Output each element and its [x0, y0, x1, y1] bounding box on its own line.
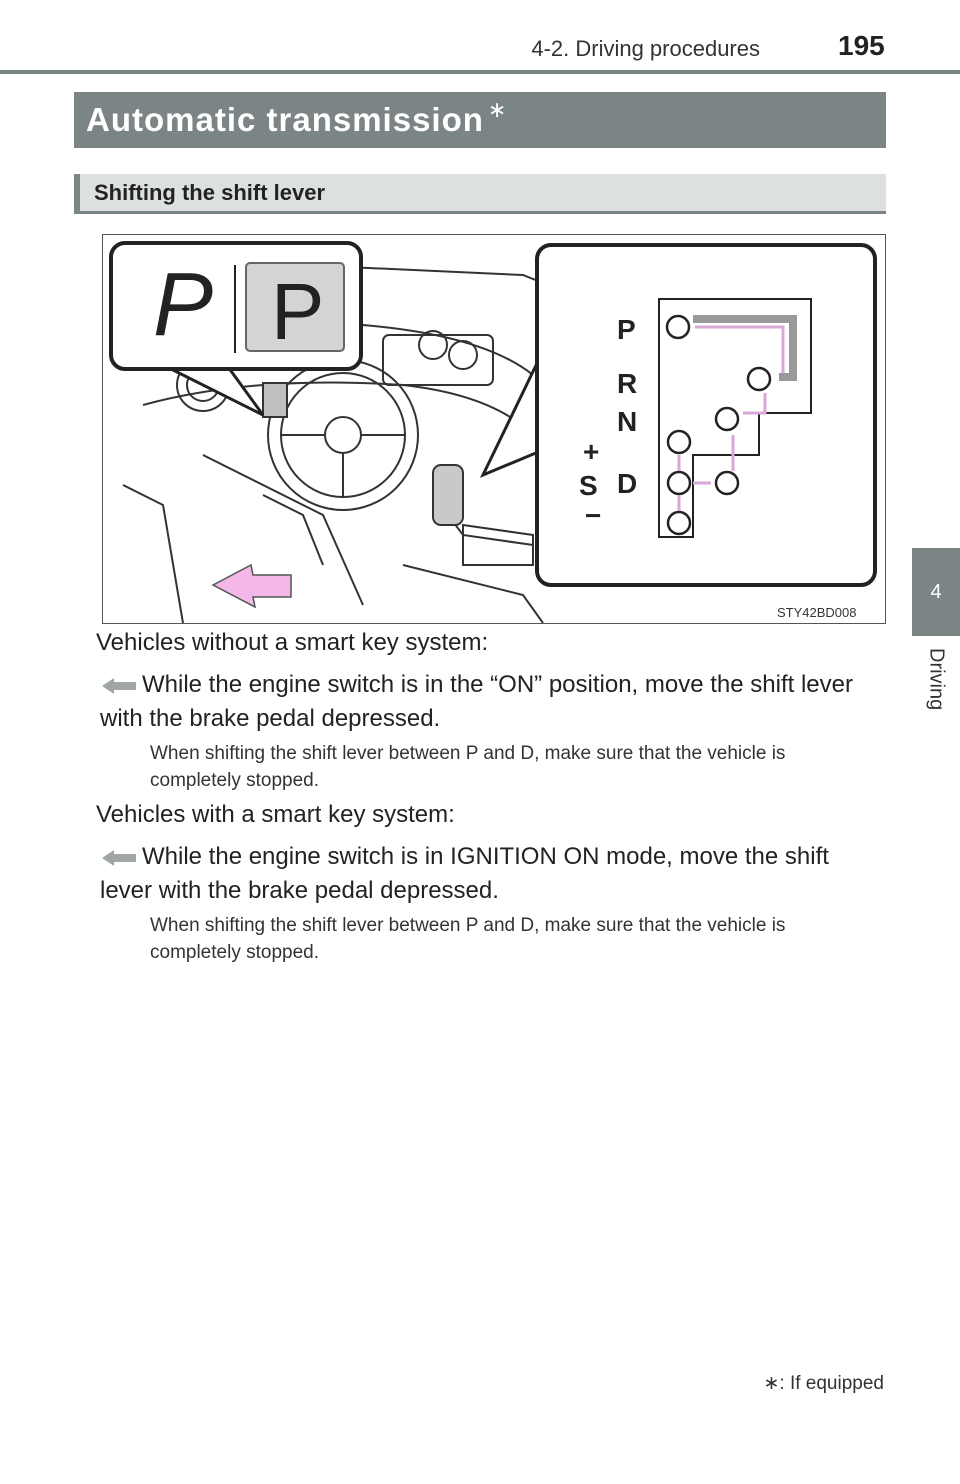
- subheading: Shifting the shift lever: [74, 174, 886, 214]
- step-2-text: While the engine switch is in IGNITION ON mode, move the shift lever with the brake pedal depressed.: [100, 843, 829, 904]
- page-title: [74, 92, 886, 148]
- note-2: When shifting the shift lever between P and D, make sure that the vehicle is completely stopped.: [150, 915, 786, 963]
- figure-code: STY42BD008: [777, 605, 857, 620]
- section-heading-2: Vehicles with a smart key system:: [96, 801, 455, 828]
- segment-p-indicator: P: [153, 255, 214, 355]
- lit-p-indicator: P: [271, 267, 325, 356]
- illustration-svg: [103, 235, 885, 623]
- gate-label-d: D: [617, 468, 638, 499]
- footnote-text: : If equipped: [779, 1373, 884, 1394]
- chapter-tab[interactable]: [912, 548, 960, 636]
- step-1-text: While the engine switch is in the “ON” position, move the shift lever with the brake pedal depressed.: [100, 671, 853, 732]
- title-text: Automatic transmission: [86, 101, 484, 138]
- section-heading-1: Vehicles without a smart key system:: [96, 629, 489, 656]
- equipped-marker: ∗: [487, 97, 508, 122]
- step-2: [100, 840, 880, 908]
- step-arrow-icon: [100, 676, 138, 696]
- gate-label-r: R: [617, 368, 638, 399]
- gate-label-s: S: [579, 470, 598, 501]
- shift-lever-illustration: [102, 234, 886, 624]
- footnote-marker: ∗: [763, 1373, 780, 1394]
- page-number: 195: [838, 30, 885, 61]
- gate-label-n: N: [617, 406, 638, 437]
- gate-label-p: P: [617, 314, 636, 345]
- gate-label-plus: +: [583, 436, 600, 467]
- section-header: 4-2. Driving procedures: [531, 36, 760, 61]
- footnote: [763, 1372, 884, 1395]
- brake-pedal-arrow: [213, 565, 291, 607]
- display-callout: [111, 243, 361, 415]
- step-arrow-icon: [100, 848, 138, 868]
- gate-label-minus: −: [585, 500, 602, 531]
- shift-gate-callout: [483, 245, 875, 585]
- chapter-label: Driving: [925, 648, 948, 711]
- note-1: When shifting the shift lever between P and D, make sure that the vehicle is completely stopped.: [150, 743, 786, 791]
- chapter-number: 4: [930, 580, 942, 603]
- step-1: [100, 668, 880, 736]
- header-rule: [0, 70, 960, 74]
